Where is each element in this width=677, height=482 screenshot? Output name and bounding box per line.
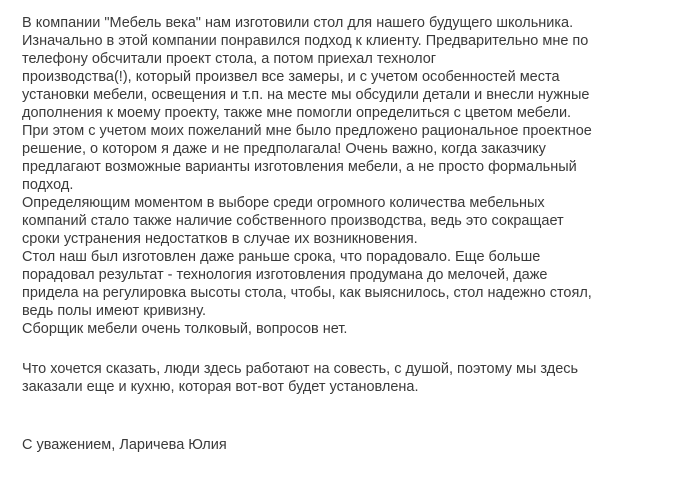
review-line: Изначально в этой компании понравился подход к клиенту. Предварительно мне по [22,33,589,49]
review-line: сроки устранения недостатков в случае их возникновения. [22,231,418,247]
review-line: телефону обсчитали проект стола, а потом приехал технолог [22,51,437,67]
review-line: решение, о котором я даже и не предполагала! Очень важно, когда заказчику [22,141,546,157]
review-line: придела на регулировка высоты стола, чтобы, как выяснилось, стол надежно стоял, [22,285,592,301]
review-line: При этом с учетом моих пожеланий мне было предложено рациональное проектное [22,123,592,139]
review-line: Что хочется сказать, люди здесь работают на совесть, с душой, поэтому мы здесь [22,361,579,377]
review-line: производства(!), который произвел все замеры, и с учетом особенностей места [22,69,560,85]
review-line: Сборщик мебели очень толковый, вопросов нет. [22,321,348,337]
review-line: заказали еще и кухню, которая вот-вот будет установлена. [22,379,419,395]
review-line: порадовал результат - технология изготовления продумана до мелочей, даже [22,267,548,283]
review-line: дополнения к моему проекту, также мне помогли определиться с цветом мебели. [22,105,572,121]
review-line: Определяющим моментом в выборе среди огромного количества мебельных [22,195,545,211]
review-line: Стол наш был изготовлен даже раньше срока, что порадовало. Еще больше [22,249,541,265]
review-line: В компании "Мебель века" нам изготовили стол для нашего будущего школьника. [22,15,574,31]
review-line: подход. [22,177,74,193]
review-line: установки мебели, освещения и т.п. на месте мы обсудили детали и внесли нужные [22,87,590,103]
review-line: ведь полы имеют кривизну. [22,303,206,319]
signature-line: С уважением, Ларичева Юлия [22,437,227,453]
review-line: предлагают возможные варианты изготовления мебели, а не просто формальный [22,159,577,175]
review-line: компаний стало также наличие собственного производства, ведь это сокращает [22,213,564,229]
